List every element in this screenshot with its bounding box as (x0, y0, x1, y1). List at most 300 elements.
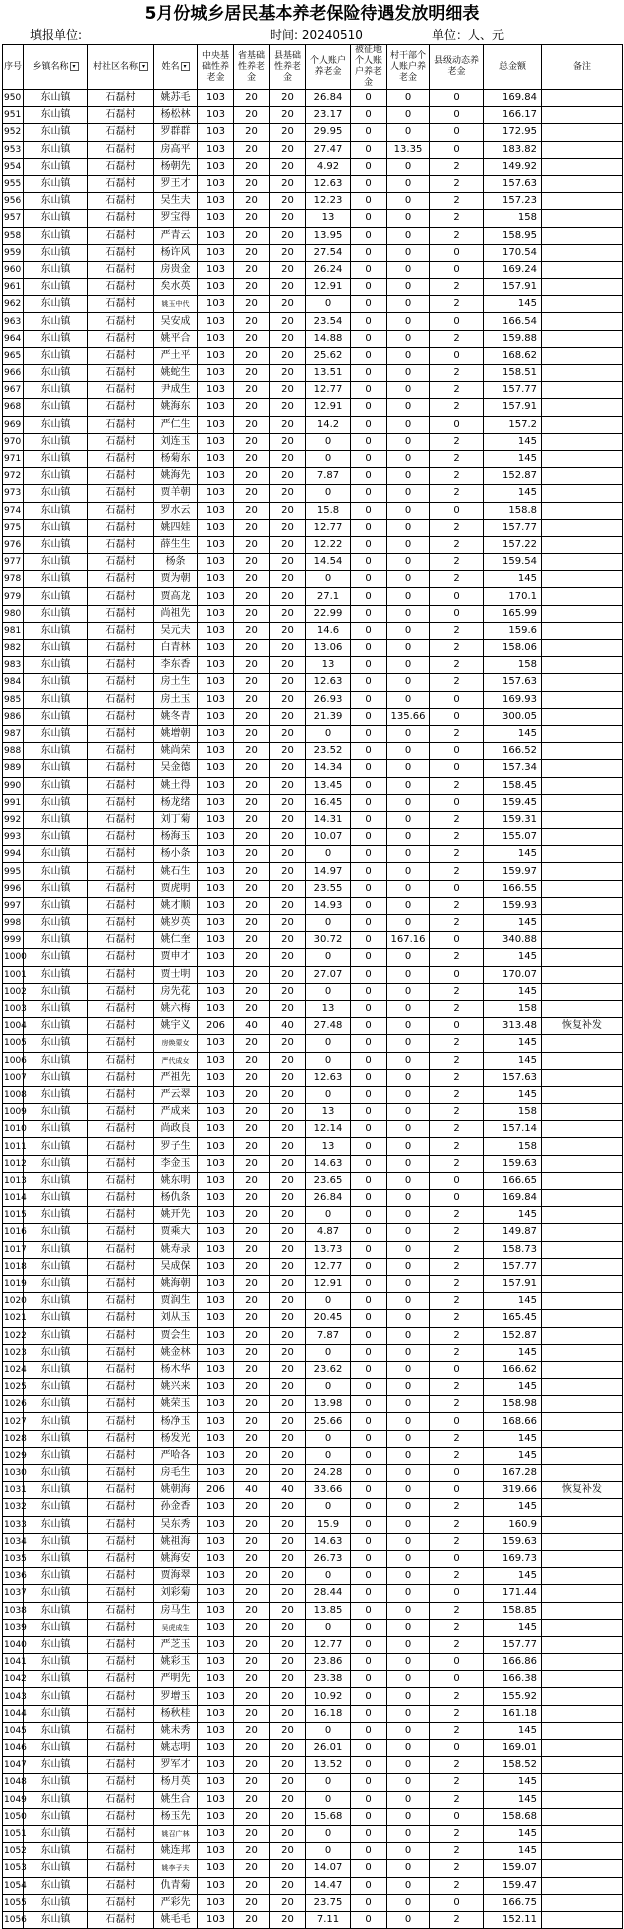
person-name: 姚连邦 (154, 1843, 198, 1860)
dynamic-pension: 0 (430, 261, 484, 278)
header-col-province: 省基础性养老金 (234, 45, 270, 90)
dynamic-pension: 2 (430, 330, 484, 347)
town: 东山镇 (24, 1207, 88, 1224)
remark (542, 433, 623, 450)
person-name: 罗王才 (154, 175, 198, 192)
person-name: 杨仇条 (154, 1190, 198, 1207)
cadre-account: 0 (387, 330, 430, 347)
dynamic-pension: 0 (430, 313, 484, 330)
village: 石磊村 (88, 966, 154, 983)
row-number: 1038 (3, 1602, 24, 1619)
county-pension: 20 (270, 811, 306, 828)
county-pension: 20 (270, 1602, 306, 1619)
personal-account: 0 (306, 1379, 351, 1396)
table-row (3, 175, 623, 192)
village: 石磊村 (88, 554, 154, 571)
total-amount: 319.66 (484, 1482, 542, 1499)
table-row (3, 846, 623, 863)
province-pension: 20 (234, 949, 270, 966)
person-name: 姚才顺 (154, 897, 198, 914)
province-pension: 20 (234, 450, 270, 467)
row-number: 1025 (3, 1379, 24, 1396)
row-number: 1007 (3, 1069, 24, 1086)
personal-account: 23.86 (306, 1654, 351, 1671)
dynamic-pension: 2 (430, 1619, 484, 1636)
row-number: 996 (3, 880, 24, 897)
header-col-total: 总金额 (484, 45, 542, 90)
table-row (3, 90, 623, 107)
county-pension: 20 (270, 794, 306, 811)
personal-account: 0 (306, 983, 351, 1000)
province-pension: 20 (234, 657, 270, 674)
row-number: 1051 (3, 1825, 24, 1842)
remark (542, 794, 623, 811)
table-row (3, 193, 623, 210)
landloss-account: 0 (351, 90, 387, 107)
town: 东山镇 (24, 1568, 88, 1585)
cadre-account: 0 (387, 1911, 430, 1928)
county-pension: 20 (270, 261, 306, 278)
header-col-landloss: 被征地个人账户养老金 (351, 45, 387, 90)
dynamic-pension: 2 (430, 1843, 484, 1860)
town: 东山镇 (24, 1052, 88, 1069)
landloss-account: 0 (351, 1516, 387, 1533)
town: 东山镇 (24, 1121, 88, 1138)
province-pension: 20 (234, 1791, 270, 1808)
province-pension: 20 (234, 674, 270, 691)
province-pension: 20 (234, 433, 270, 450)
village: 石磊村 (88, 983, 154, 1000)
county-pension: 20 (270, 880, 306, 897)
row-number: 1002 (3, 983, 24, 1000)
county-pension: 20 (270, 1121, 306, 1138)
central-pension: 103 (198, 193, 234, 210)
town: 东山镇 (24, 365, 88, 382)
central-pension: 103 (198, 674, 234, 691)
landloss-account: 0 (351, 450, 387, 467)
personal-account: 0 (306, 1722, 351, 1739)
landloss-account: 0 (351, 1258, 387, 1275)
town: 东山镇 (24, 1688, 88, 1705)
town: 东山镇 (24, 1636, 88, 1653)
personal-account: 25.62 (306, 347, 351, 364)
dynamic-pension: 0 (430, 1894, 484, 1911)
town: 东山镇 (24, 897, 88, 914)
filter-dropdown-icon[interactable]: ▾ (70, 62, 79, 71)
header-col-town: 乡镇名称 ▾ (24, 45, 88, 90)
town: 东山镇 (24, 485, 88, 502)
landloss-account: 0 (351, 1860, 387, 1877)
village: 石磊村 (88, 1447, 154, 1464)
landloss-account: 0 (351, 1138, 387, 1155)
village: 石磊村 (88, 210, 154, 227)
town: 东山镇 (24, 1911, 88, 1928)
row-number: 1036 (3, 1568, 24, 1585)
cadre-account: 0 (387, 1825, 430, 1842)
central-pension: 103 (198, 1825, 234, 1842)
province-pension: 20 (234, 794, 270, 811)
dynamic-pension: 2 (430, 1086, 484, 1103)
province-pension: 20 (234, 296, 270, 313)
header-col-cadre: 村干部个人账户养老金 (387, 45, 430, 90)
total-amount: 155.07 (484, 829, 542, 846)
table-row (3, 1447, 623, 1464)
dynamic-pension: 2 (430, 1877, 484, 1894)
county-pension: 20 (270, 1568, 306, 1585)
cadre-account: 0 (387, 1740, 430, 1757)
dynamic-pension: 2 (430, 829, 484, 846)
remark (542, 1877, 623, 1894)
personal-account: 13 (306, 210, 351, 227)
remark (542, 468, 623, 485)
town: 东山镇 (24, 1774, 88, 1791)
county-pension: 20 (270, 468, 306, 485)
cadre-account: 0 (387, 1894, 430, 1911)
table-row (3, 210, 623, 227)
header-col-dynamic: 县级动态养老金 (430, 45, 484, 90)
province-pension: 20 (234, 1654, 270, 1671)
central-pension: 103 (198, 210, 234, 227)
village: 石磊村 (88, 1069, 154, 1086)
county-pension: 20 (270, 949, 306, 966)
county-pension: 20 (270, 1172, 306, 1189)
landloss-account: 0 (351, 1155, 387, 1172)
dynamic-pension: 2 (430, 1035, 484, 1052)
remark (542, 261, 623, 278)
landloss-account: 0 (351, 829, 387, 846)
county-pension: 20 (270, 571, 306, 588)
village: 石磊村 (88, 725, 154, 742)
landloss-account: 0 (351, 210, 387, 227)
remark (542, 691, 623, 708)
person-name: 房贵金 (154, 261, 198, 278)
remark (542, 1619, 623, 1636)
dynamic-pension: 2 (430, 1000, 484, 1017)
dynamic-pension: 2 (430, 1533, 484, 1550)
landloss-account: 0 (351, 1533, 387, 1550)
cadre-account: 0 (387, 399, 430, 416)
table-row (3, 1791, 623, 1808)
person-name: 姚开先 (154, 1207, 198, 1224)
dynamic-pension: 2 (430, 554, 484, 571)
province-pension: 20 (234, 1533, 270, 1550)
town: 东山镇 (24, 1465, 88, 1482)
landloss-account: 0 (351, 1825, 387, 1842)
person-name: 吴东秀 (154, 1516, 198, 1533)
landloss-account: 0 (351, 1447, 387, 1464)
total-amount: 158 (484, 1104, 542, 1121)
county-pension: 20 (270, 1052, 306, 1069)
personal-account: 24.28 (306, 1465, 351, 1482)
personal-account: 0 (306, 450, 351, 467)
town: 东山镇 (24, 416, 88, 433)
dynamic-pension: 0 (430, 416, 484, 433)
central-pension: 103 (198, 863, 234, 880)
central-pension: 103 (198, 1619, 234, 1636)
landloss-account: 0 (351, 1791, 387, 1808)
central-pension: 103 (198, 1241, 234, 1258)
county-pension: 20 (270, 1757, 306, 1774)
total-amount: 157.63 (484, 1069, 542, 1086)
total-amount: 157.77 (484, 1636, 542, 1653)
filter-dropdown-icon[interactable]: ▾ (181, 62, 190, 71)
central-pension: 103 (198, 244, 234, 261)
personal-account: 12.77 (306, 519, 351, 536)
row-number: 1047 (3, 1757, 24, 1774)
province-pension: 20 (234, 1447, 270, 1464)
province-pension: 20 (234, 915, 270, 932)
remark (542, 811, 623, 828)
landloss-account: 0 (351, 897, 387, 914)
village: 石磊村 (88, 1430, 154, 1447)
cadre-account: 0 (387, 1190, 430, 1207)
person-name: 刘连玉 (154, 433, 198, 450)
town: 东山镇 (24, 175, 88, 192)
landloss-account: 0 (351, 966, 387, 983)
central-pension: 103 (198, 1568, 234, 1585)
remark (542, 760, 623, 777)
row-number: 952 (3, 124, 24, 141)
person-name: 贾申才 (154, 949, 198, 966)
table-row (3, 674, 623, 691)
province-pension: 20 (234, 1619, 270, 1636)
central-pension: 103 (198, 1740, 234, 1757)
total-amount: 169.84 (484, 90, 542, 107)
landloss-account: 0 (351, 416, 387, 433)
remark (542, 605, 623, 622)
county-pension: 20 (270, 227, 306, 244)
landloss-account: 0 (351, 622, 387, 639)
town: 东山镇 (24, 1086, 88, 1103)
province-pension: 20 (234, 1671, 270, 1688)
remark (542, 829, 623, 846)
town: 东山镇 (24, 640, 88, 657)
row-number: 1000 (3, 949, 24, 966)
dynamic-pension: 2 (430, 897, 484, 914)
cadre-account: 0 (387, 1499, 430, 1516)
person-name: 孙金香 (154, 1499, 198, 1516)
central-pension: 103 (198, 1722, 234, 1739)
cadre-account: 0 (387, 1086, 430, 1103)
county-pension: 20 (270, 1430, 306, 1447)
landloss-account: 0 (351, 588, 387, 605)
total-amount: 157.91 (484, 1275, 542, 1292)
county-pension: 20 (270, 416, 306, 433)
dynamic-pension: 2 (430, 1327, 484, 1344)
table-row (3, 1000, 623, 1017)
person-name: 姚生合 (154, 1791, 198, 1808)
total-amount: 145 (484, 1052, 542, 1069)
town: 东山镇 (24, 1877, 88, 1894)
personal-account: 14.54 (306, 554, 351, 571)
central-pension: 103 (198, 1344, 234, 1361)
table-row (3, 640, 623, 657)
person-name: 姚玉中代 (154, 296, 198, 313)
remark (542, 485, 623, 502)
village: 石磊村 (88, 296, 154, 313)
row-number: 994 (3, 846, 24, 863)
dynamic-pension: 2 (430, 571, 484, 588)
county-pension: 20 (270, 1155, 306, 1172)
village: 石磊村 (88, 1705, 154, 1722)
central-pension: 103 (198, 760, 234, 777)
person-name: 杨月英 (154, 1774, 198, 1791)
person-name: 姚志明 (154, 1740, 198, 1757)
header-col-county: 县基础性养老金 (270, 45, 306, 90)
dynamic-pension: 0 (430, 1808, 484, 1825)
central-pension: 103 (198, 107, 234, 124)
table-row (3, 777, 623, 794)
person-name: 姚尚荣 (154, 743, 198, 760)
cadre-account: 0 (387, 1224, 430, 1241)
cadre-account: 0 (387, 811, 430, 828)
county-pension: 20 (270, 433, 306, 450)
county-pension: 20 (270, 1654, 306, 1671)
landloss-account: 0 (351, 743, 387, 760)
person-name: 贾海翠 (154, 1568, 198, 1585)
village: 石磊村 (88, 175, 154, 192)
personal-account: 23.54 (306, 313, 351, 330)
central-pension: 103 (198, 657, 234, 674)
row-number: 978 (3, 571, 24, 588)
county-pension: 20 (270, 1894, 306, 1911)
province-pension: 20 (234, 382, 270, 399)
row-number: 1044 (3, 1705, 24, 1722)
landloss-account: 0 (351, 1722, 387, 1739)
central-pension: 103 (198, 743, 234, 760)
total-amount: 158.98 (484, 1396, 542, 1413)
total-amount: 145 (484, 725, 542, 742)
county-pension: 20 (270, 347, 306, 364)
cadre-account: 0 (387, 485, 430, 502)
landloss-account: 0 (351, 1172, 387, 1189)
row-number: 962 (3, 296, 24, 313)
table-row (3, 365, 623, 382)
cadre-account: 0 (387, 1430, 430, 1447)
row-number: 965 (3, 347, 24, 364)
county-pension: 20 (270, 1791, 306, 1808)
dynamic-pension: 2 (430, 519, 484, 536)
landloss-account: 0 (351, 433, 387, 450)
dynamic-pension: 0 (430, 880, 484, 897)
dynamic-pension: 2 (430, 158, 484, 175)
remark (542, 1361, 623, 1378)
remark (542, 1121, 623, 1138)
town: 东山镇 (24, 261, 88, 278)
town: 东山镇 (24, 743, 88, 760)
row-number: 1024 (3, 1361, 24, 1378)
town: 东山镇 (24, 1224, 88, 1241)
remark (542, 1086, 623, 1103)
remark (542, 227, 623, 244)
province-pension: 20 (234, 1224, 270, 1241)
person-name: 杨朝先 (154, 158, 198, 175)
total-amount: 159.97 (484, 863, 542, 880)
personal-account: 27.1 (306, 588, 351, 605)
person-name: 杨龙绪 (154, 794, 198, 811)
report-time: 时间: 20240510 (270, 28, 363, 42)
person-name: 杨海玉 (154, 829, 198, 846)
table-row (3, 1757, 623, 1774)
village: 石磊村 (88, 1808, 154, 1825)
village: 石磊村 (88, 863, 154, 880)
total-amount: 157.2 (484, 416, 542, 433)
dynamic-pension: 2 (430, 1344, 484, 1361)
county-pension: 20 (270, 330, 306, 347)
personal-account: 13 (306, 1104, 351, 1121)
remark (542, 313, 623, 330)
row-number: 980 (3, 605, 24, 622)
landloss-account: 0 (351, 1396, 387, 1413)
table-row (3, 743, 623, 760)
table-row (3, 450, 623, 467)
cadre-account: 0 (387, 382, 430, 399)
table-row (3, 1860, 623, 1877)
row-number: 999 (3, 932, 24, 949)
landloss-account: 0 (351, 1121, 387, 1138)
landloss-account: 0 (351, 1413, 387, 1430)
filter-dropdown-icon[interactable]: ▾ (139, 62, 148, 71)
table-row (3, 1052, 623, 1069)
village: 石磊村 (88, 1293, 154, 1310)
town: 东山镇 (24, 433, 88, 450)
town: 东山镇 (24, 193, 88, 210)
personal-account: 0 (306, 1447, 351, 1464)
personal-account: 13 (306, 657, 351, 674)
landloss-account: 0 (351, 1104, 387, 1121)
landloss-account: 0 (351, 365, 387, 382)
central-pension: 103 (198, 1465, 234, 1482)
dynamic-pension: 2 (430, 1722, 484, 1739)
personal-account: 16.18 (306, 1705, 351, 1722)
town: 东山镇 (24, 141, 88, 158)
county-pension: 20 (270, 708, 306, 725)
personal-account: 13.95 (306, 227, 351, 244)
table-row (3, 1808, 623, 1825)
person-name: 杨菊东 (154, 450, 198, 467)
person-name: 姚海东 (154, 399, 198, 416)
province-pension: 20 (234, 743, 270, 760)
landloss-account: 0 (351, 1602, 387, 1619)
header-col-no: 序号 (3, 45, 24, 90)
cadre-account: 0 (387, 450, 430, 467)
landloss-account: 0 (351, 279, 387, 296)
remark (542, 1894, 623, 1911)
total-amount: 145 (484, 1293, 542, 1310)
cadre-account: 0 (387, 1550, 430, 1567)
row-number: 966 (3, 365, 24, 382)
central-pension: 103 (198, 382, 234, 399)
remark (542, 915, 623, 932)
row-number: 953 (3, 141, 24, 158)
dynamic-pension: 0 (430, 1413, 484, 1430)
person-name: 姚海安 (154, 1550, 198, 1567)
dynamic-pension: 2 (430, 1207, 484, 1224)
row-number: 1012 (3, 1155, 24, 1172)
table-row (3, 1121, 623, 1138)
central-pension: 103 (198, 622, 234, 639)
town: 东山镇 (24, 863, 88, 880)
central-pension: 103 (198, 1774, 234, 1791)
town: 东山镇 (24, 846, 88, 863)
cadre-account: 0 (387, 1207, 430, 1224)
landloss-account: 0 (351, 640, 387, 657)
personal-account: 12.91 (306, 399, 351, 416)
total-amount: 145 (484, 1843, 542, 1860)
town: 东山镇 (24, 571, 88, 588)
remark (542, 1052, 623, 1069)
remark (542, 1465, 623, 1482)
